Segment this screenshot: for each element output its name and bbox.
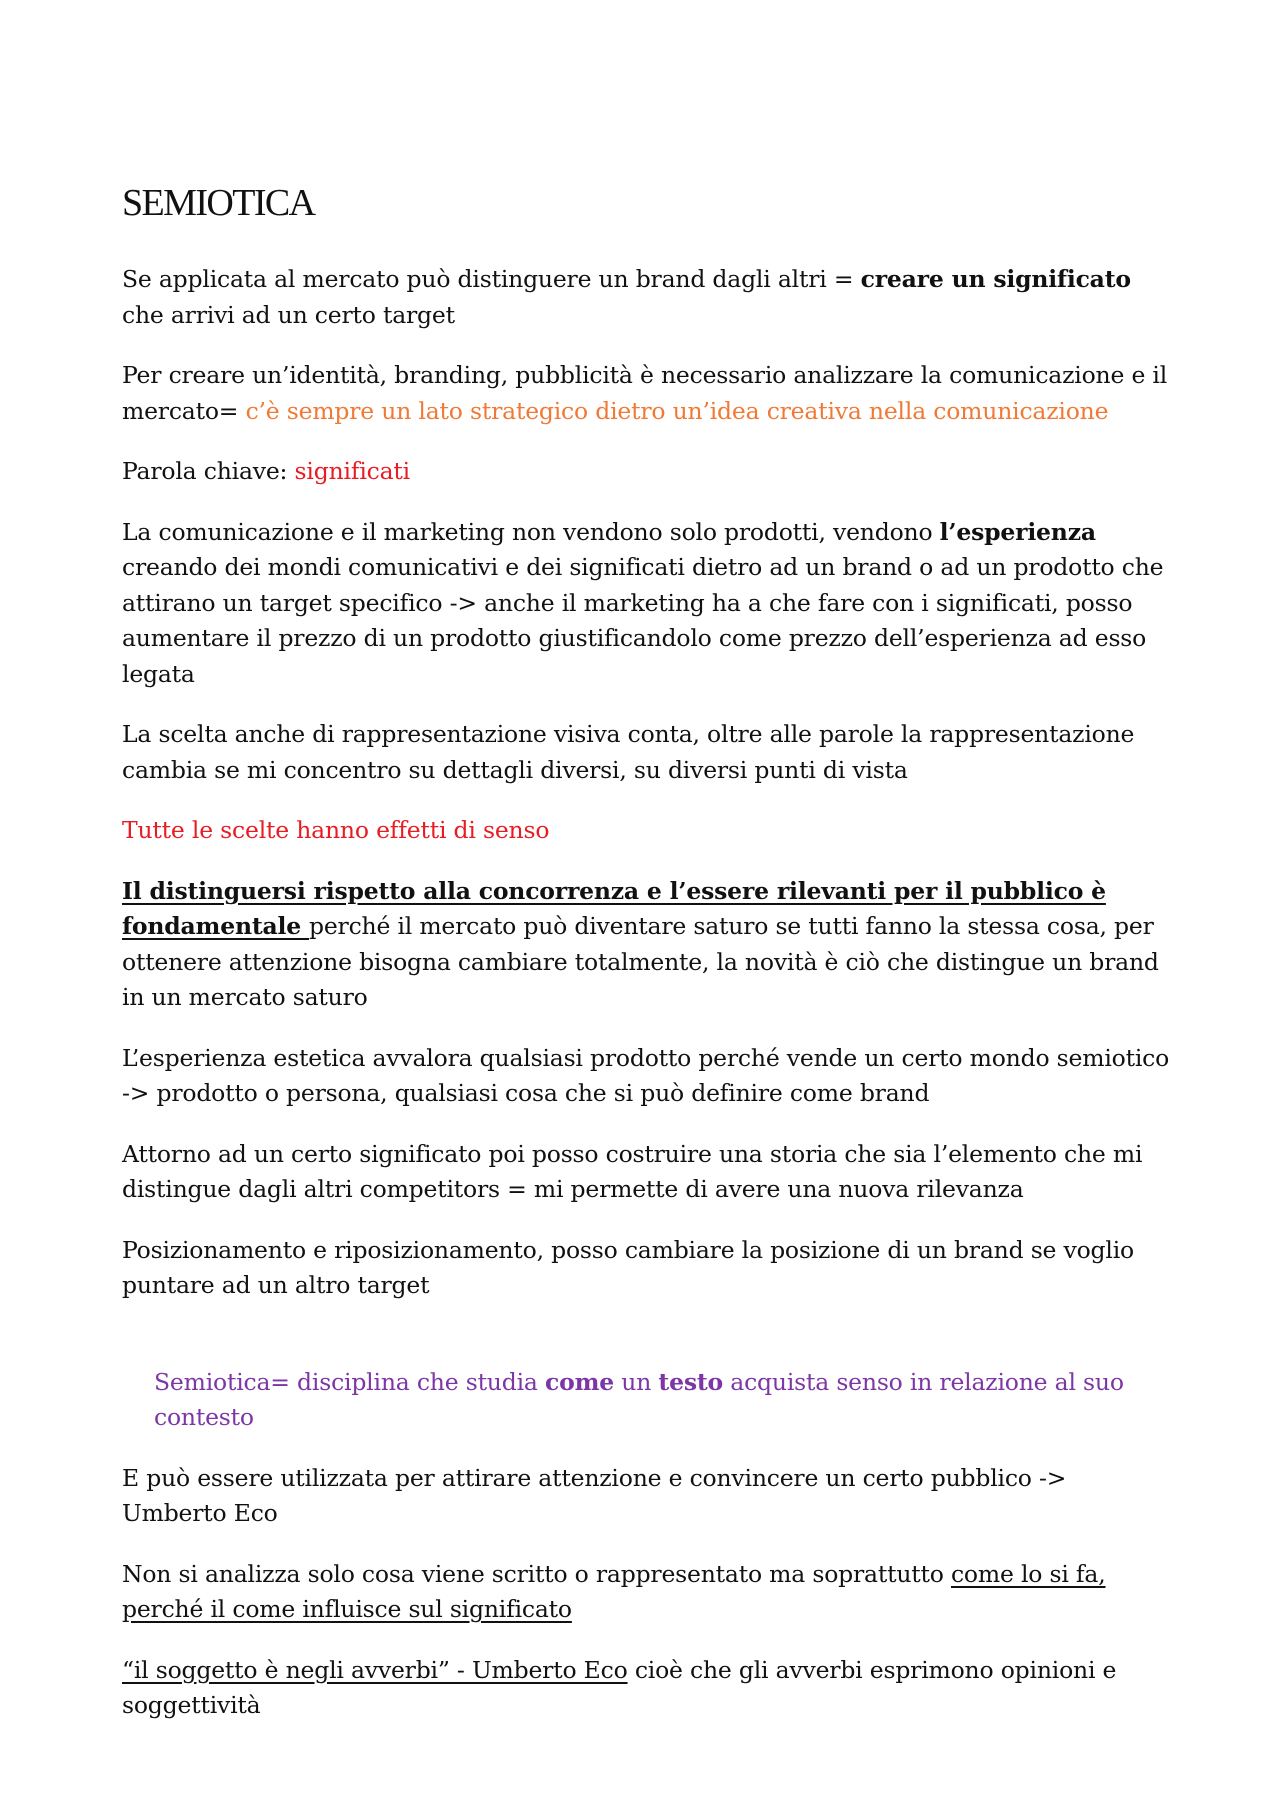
paragraph-esperienza-estetica: L’esperienza estetica avvalora qualsiasi prodotto perché vende un certo mondo semiotico -> prodotto o persona, qualsiasi cosa che si può definire come brand (122, 1043, 1170, 1107)
spacer (122, 1329, 1172, 1365)
paragraph-text: Se applicata al mercato può distinguere un brand dagli altri = (122, 265, 861, 293)
paragraph-esperienza (122, 515, 1172, 693)
paragraph-rappresentazione: La scelta anche di rappresentazione visiva conta, oltre alle parole la rappresentazione cambia se mi concentro su dettagli diversi, su diversi punti di vista (122, 720, 1135, 784)
paragraph-text: un (614, 1367, 659, 1396)
paragraph-posizionamento: Posizionamento e riposizionamento, posso cambiare la posizione di un brand se voglio puntare ad un altro target (122, 1235, 1134, 1299)
page-title: SEMIOTICA (122, 182, 315, 224)
underlined-phrase: come lo si fa, perché il come influisce sul significato (122, 1559, 1106, 1623)
paragraph-text: acquista senso in relazione al suo contesto (154, 1367, 1124, 1431)
paragraph-text: Semiotica= disciplina che studia (154, 1367, 545, 1396)
bold-underlined-phrase: Il distinguersi rispetto alla concorrenza e l’essere rilevanti per il pubblico è fondamentale (122, 876, 1106, 940)
red-keyword: significati (294, 457, 410, 485)
paragraph-effetti-di-senso: Tutte le scelte hanno effetti di senso (122, 816, 550, 844)
bold-keyword: come (544, 1367, 614, 1396)
bold-keyword: testo (658, 1367, 723, 1396)
paragraph-text: La comunicazione e il marketing non vendono solo prodotti, vendono (122, 517, 940, 546)
paragraph-identita (122, 358, 1172, 429)
paragraph-text: Non si analizza solo cosa viene scritto o rappresentato ma soprattutto (122, 1559, 951, 1588)
underlined-quote: “il soggetto è negli avverbi” - Umberto Eco (122, 1655, 628, 1684)
paragraph-concorrenza (122, 874, 1172, 1016)
orange-highlight-text: c’è sempre un lato strategico dietro un’idea creativa nella comunicazione (245, 396, 1109, 425)
paragraph-text: che arrivi ad un certo target (122, 300, 455, 329)
paragraph-text: creando dei mondi comunicativi e dei significati dietro ad un brand o ad un prodotto che attirano un target specifico -> anche il marketing ha a che fare con i significati, posso aumentare il prezzo di un prodotto giustificandolo come prezzo dell’esperienza ad esso legata (122, 553, 1164, 688)
paragraph-come (122, 1557, 1172, 1628)
paragraph-parola-chiave (122, 454, 1172, 490)
paragraph-definizione-semiotica (122, 1365, 1172, 1436)
paragraph-storia: Attorno ad un certo significato poi posso costruire una storia che sia l’elemento che mi distingue dagli altri competitors = mi permette di avere una nuova rilevanza (122, 1139, 1143, 1203)
document-body (122, 180, 1172, 1749)
paragraph-text: perché il mercato può diventare saturo se tutti fanno la stessa cosa, per ottenere attenzione bisogna cambiare totalmente, la novità è ciò che distingue un brand in un mercato saturo (122, 912, 1159, 1011)
paragraph-text: Per creare un’identità, branding, pubblicità è necessario analizzare la comunicazione e il mercato= (122, 361, 1168, 425)
bold-phrase: l’esperienza (939, 517, 1096, 546)
bold-phrase: creare un significato (860, 265, 1131, 293)
paragraph-umberto-eco: E può essere utilizzata per attirare attenzione e convincere un certo pubblico -> Umberto Eco (122, 1463, 1067, 1527)
paragraph-avverbi (122, 1653, 1172, 1724)
paragraph-text: Parola chiave: (122, 457, 295, 485)
paragraph-text: cioè che gli avverbi esprimono opinioni e soggettività (122, 1655, 1117, 1719)
paragraph-brand-significato (122, 262, 1172, 333)
